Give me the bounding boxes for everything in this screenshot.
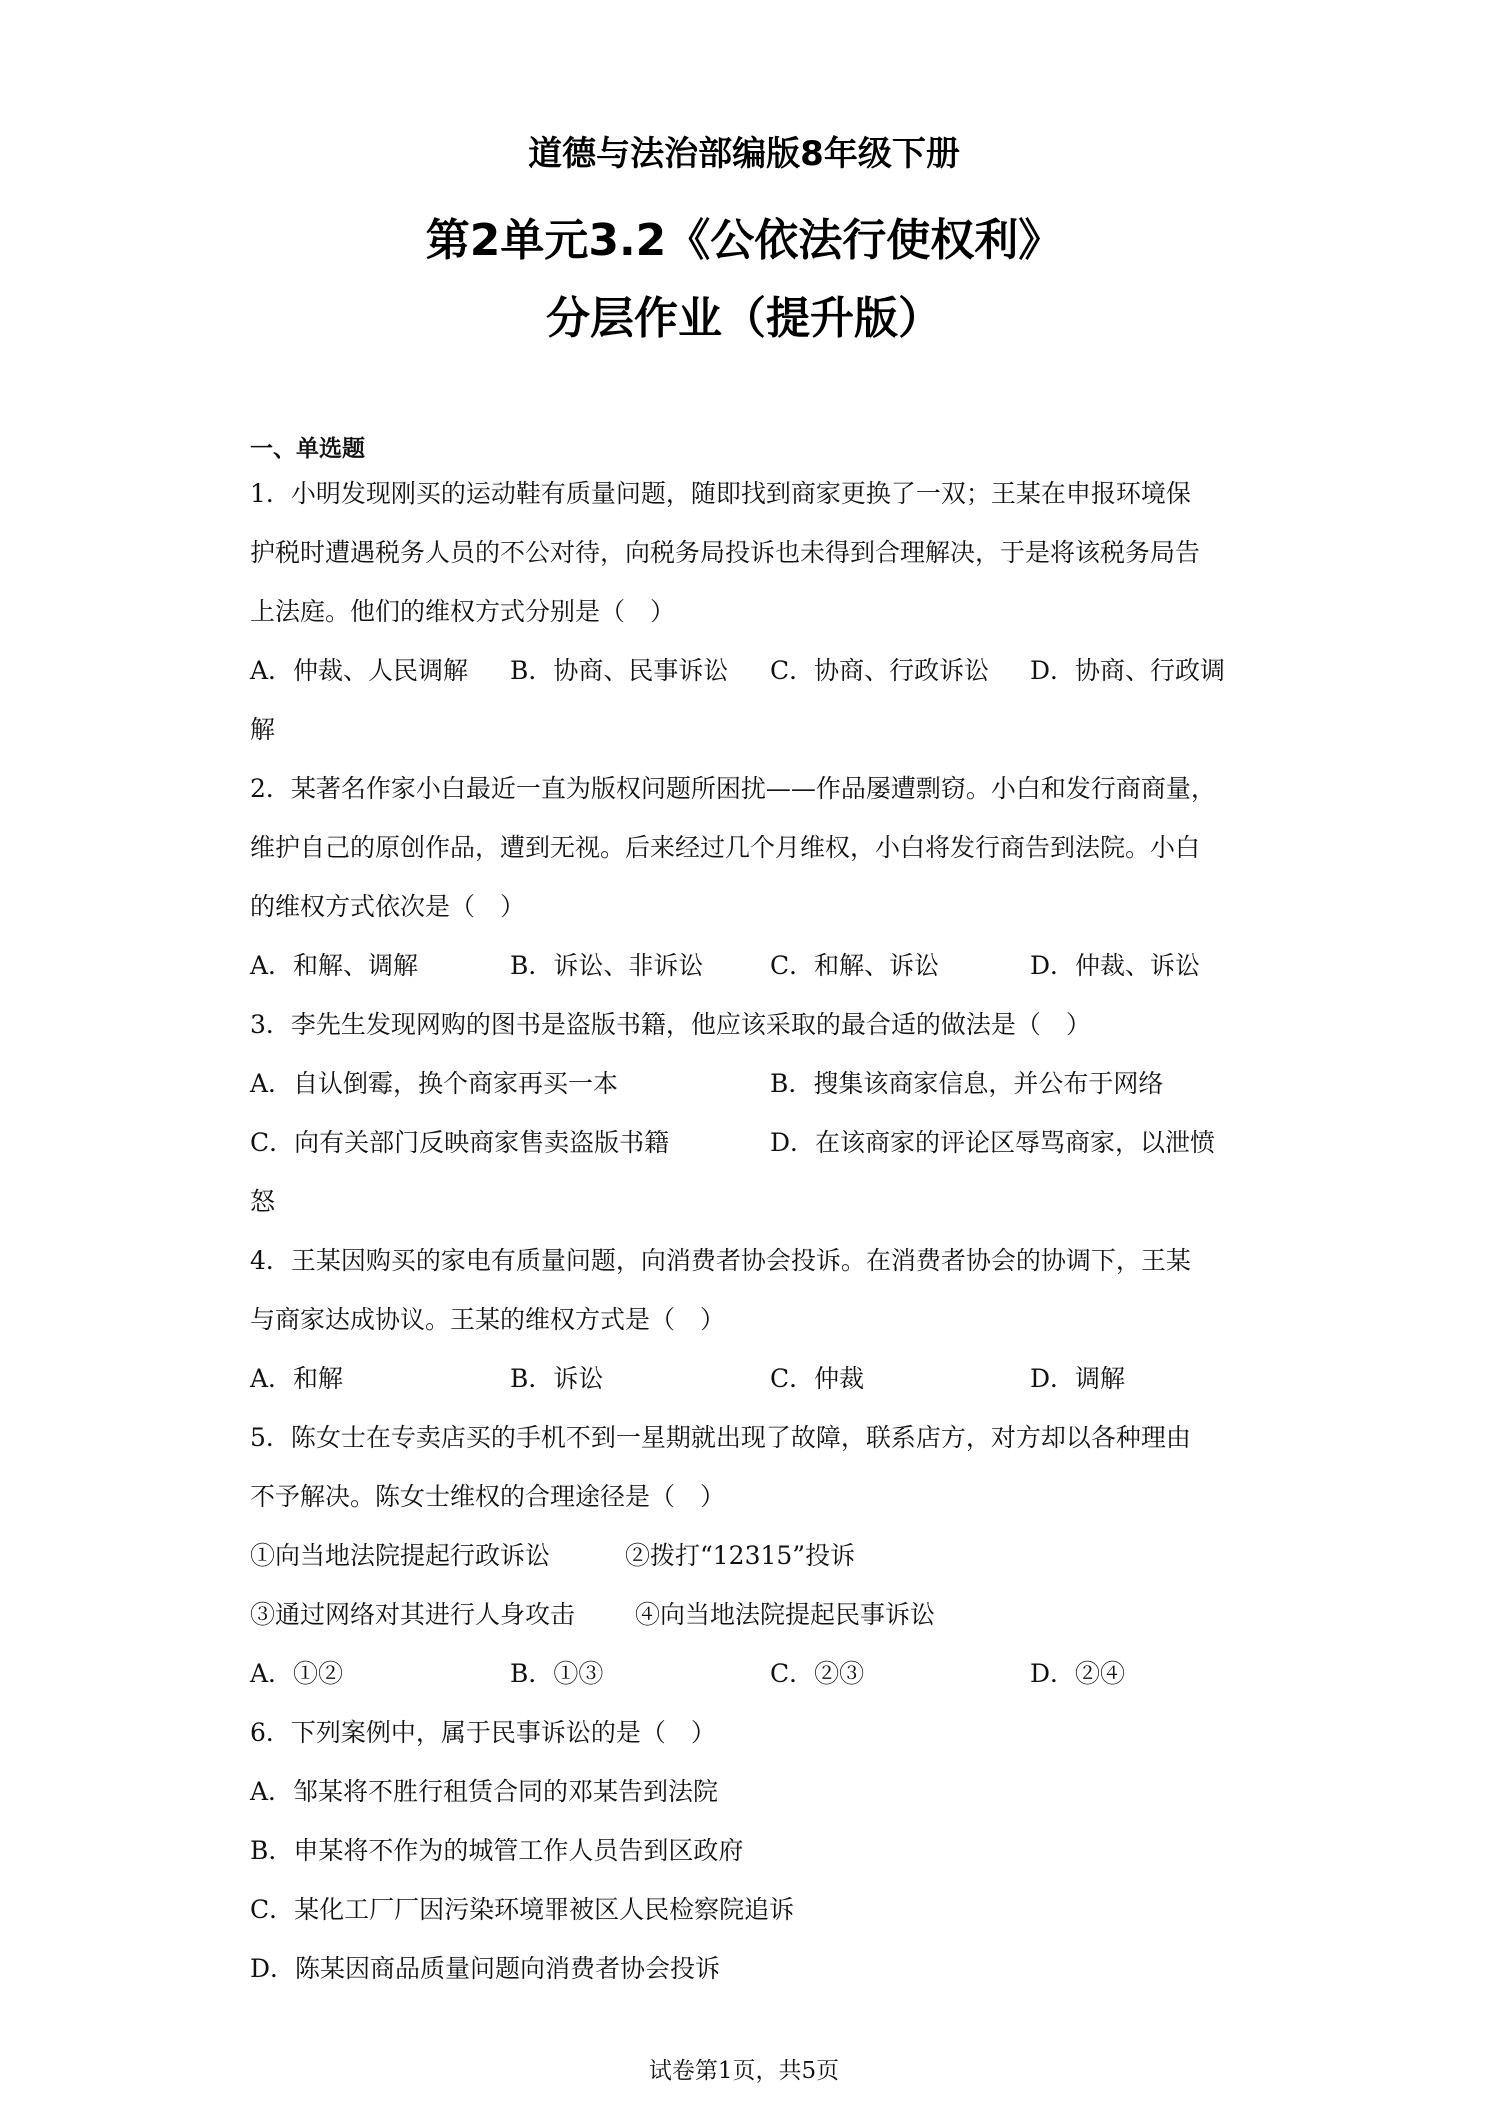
q5-statement-1: ①向当地法院提起行政诉讼 — [250, 1541, 551, 1570]
q6-option-b: B．申某将不作为的城管工作人员告到区政府 — [250, 1836, 744, 1865]
q5-statement-2: ②拨打“12315”投诉 — [625, 1541, 856, 1570]
document-title: 道德与法治部编版8年级下册 — [528, 134, 960, 174]
q5-option-a: A．①② — [250, 1659, 344, 1688]
q5-stem-line1: 5．陈女士在专卖店买的手机不到一星期就出现了故障，联系店方，对方却以各种理由 — [250, 1423, 1191, 1452]
q1-option-b: B．协商、民事诉讼 — [510, 656, 729, 685]
q2-option-d: D．仲裁、诉讼 — [1030, 951, 1201, 980]
q6-option-c: C．某化工厂厂因污染环境罪被区人民检察院追诉 — [250, 1895, 795, 1924]
q1-stem-line3: 上法庭。他们的维权方式分别是（ ） — [250, 597, 676, 626]
q2-stem-line2: 维护自己的原创作品，遭到无视。后来经过几个月维权，小白将发行商告到法院。小白 — [250, 833, 1201, 862]
q5-statement-3: ③通过网络对其进行人身攻击 — [250, 1600, 576, 1629]
q2-option-c: C．和解、诉讼 — [770, 951, 940, 980]
q5-option-d: D．②④ — [1030, 1659, 1126, 1688]
q4-option-d: D．调解 — [1030, 1364, 1126, 1393]
q4-option-a: A．和解 — [250, 1364, 344, 1393]
q3-stem-line1: 3．李先生发现网购的图书是盗版书籍，他应该采取的最合适的做法是（ ） — [250, 1010, 1091, 1039]
q1-option-c: C．协商、行政诉讼 — [770, 656, 990, 685]
q5-option-c: C．②③ — [770, 1659, 865, 1688]
q3-option-a: A．自认倒霉，换个商家再买一本 — [250, 1069, 619, 1098]
unit-title: 第2单元3.2《公依法行使权利》 — [425, 215, 1063, 266]
q3-option-b: B．搜集该商家信息，并公布于网络 — [770, 1069, 1164, 1098]
q2-option-a: A．和解、调解 — [250, 951, 419, 980]
q2-stem-line1: 2．某著名作家小白最近一直为版权问题所困扰——作品屡遭剽窃。小白和发行商商量， — [250, 774, 1216, 803]
q3-option-c: C．向有关部门反映商家售卖盗版书籍 — [250, 1128, 670, 1157]
q6-stem-line1: 6．下列案例中，属于民事诉讼的是（ ） — [250, 1718, 716, 1747]
q3-option-d-continued: 怒 — [250, 1187, 276, 1216]
page-footer: 试卷第1页，共5页 — [648, 2058, 840, 2084]
q1-stem-line2: 护税时遭遇税务人员的不公对待，向税务局投诉也未得到合理解决，于是将该税务局告 — [250, 538, 1201, 567]
q4-stem-line2: 与商家达成协议。王某的维权方式是（ ） — [250, 1305, 726, 1334]
q6-option-a: A．邹某将不胜行租赁合同的邓某告到法院 — [250, 1777, 719, 1806]
q3-option-d: D．在该商家的评论区辱骂商家，以泄愤 — [770, 1128, 1216, 1157]
homework-subtitle: 分层作业（提升版） — [546, 293, 942, 344]
q6-option-d: D．陈某因商品质量问题向消费者协会投诉 — [250, 1954, 721, 1983]
q1-option-a: A．仲裁、人民调解 — [250, 656, 469, 685]
q4-stem-line1: 4．王某因购买的家电有质量问题，向消费者协会投诉。在消费者协会的协调下，王某 — [250, 1246, 1191, 1275]
q5-statement-4: ④向当地法院提起民事诉讼 — [635, 1600, 936, 1629]
q5-stem-line2: 不予解决。陈女士维权的合理途径是（ ） — [250, 1482, 726, 1511]
q2-stem-line3: 的维权方式依次是（ ） — [250, 892, 526, 921]
q2-option-b: B．诉讼、非诉讼 — [510, 951, 704, 980]
q1-option-d: D．协商、行政调 — [1030, 656, 1226, 685]
q1-stem-line1: 1．小明发现刚买的运动鞋有质量问题，随即找到商家更换了一双；王某在申报环境保 — [250, 479, 1191, 508]
q1-option-d-continued: 解 — [250, 715, 276, 744]
section-heading: 一、单选题 — [250, 436, 365, 462]
q4-option-c: C．仲裁 — [770, 1364, 865, 1393]
q5-option-b: B．①③ — [510, 1659, 604, 1688]
q4-option-b: B．诉讼 — [510, 1364, 604, 1393]
